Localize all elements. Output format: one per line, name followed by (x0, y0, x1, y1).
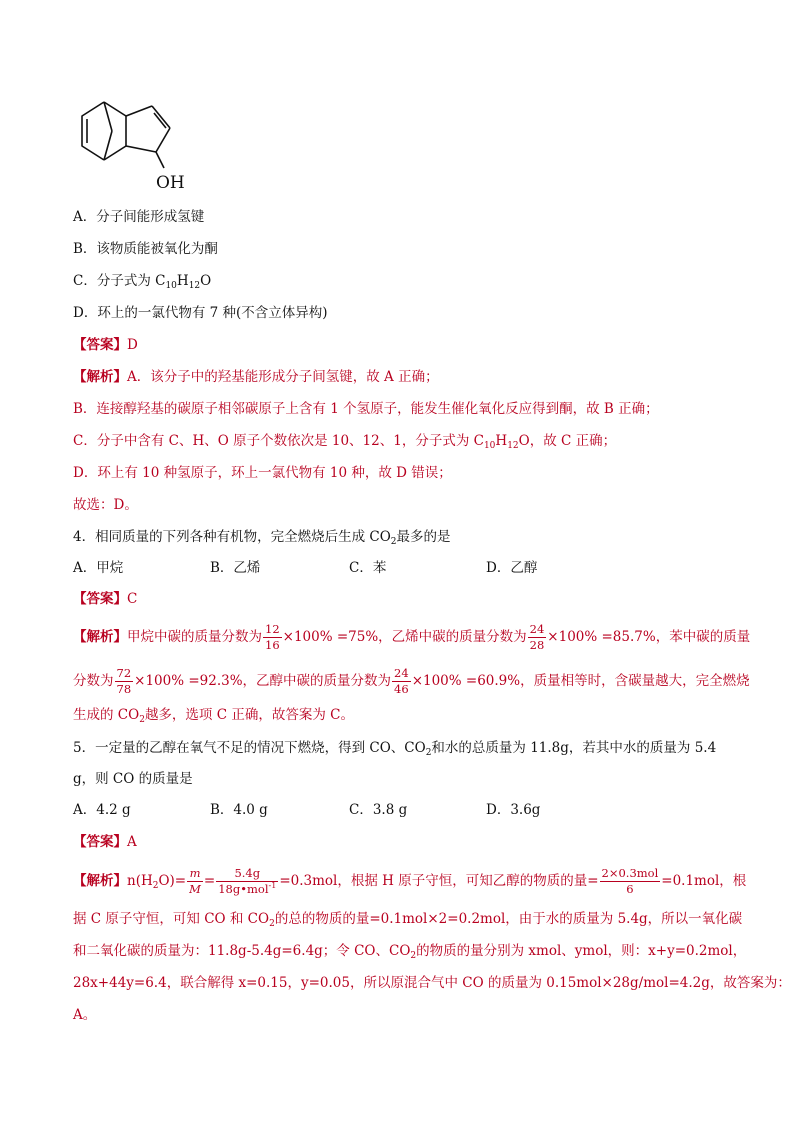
q5-analysis-line-2: 据 C 原子守恒，可知 CO 和 $CO_2$的总的物质的量=0.1mol×2=0.2mol，由于水的质量为 5.4g，所以一氧化碳 (73, 911, 743, 929)
q5-answer: 【答案】A (73, 834, 137, 850)
q5-analysis-line-5: A。 (73, 1007, 97, 1023)
q3-option-b: B．该物质能被氧化为酮 (73, 241, 218, 257)
q3-answer: 【答案】D (73, 337, 138, 353)
q5-option-d: D．3.6g (486, 802, 541, 818)
q4-option-d: D．乙醇 (486, 560, 538, 576)
q5-analysis-line-1: 【解析】$n(H_2O)=$ $\frac{m}{M}$ = $\frac{5.4g}{18g•mol^{-1}}$ =0.3mol，根据 H 原子守恒，可知乙醇的物质的量= $\frac{\text{2×0.3mol}}{6}$ =0.1mol，根 (73, 866, 747, 896)
q3-analysis-b: B．连接醇羟基的碳原子相邻碳原子上含有 1 个氢原子，能发生催化氧化反应得到酮，故 B 正确； (73, 401, 659, 417)
q4-stem: 4．相同质量的下列各种有机物，完全燃烧后生成 $CO_2$最多的是 (73, 529, 451, 547)
q3-option-d: D．环上的一氯代物有 7 种(不含立体异构) (73, 305, 328, 321)
q4-options (73, 559, 537, 577)
left-ring-bonds (82, 102, 104, 160)
q3-conclusion: 故选：D。 (73, 497, 138, 513)
q5-option-c: C．3.8 g (349, 802, 408, 818)
q4-option-a: A．甲烷 (73, 560, 124, 576)
q4-analysis-line-2: 分数为 $\frac{72}{78}$ ×100% =92.3%，乙醇中碳的质量分数为 $\frac{24}{46}$ ×100% =60.9%，质量相等时，含碳量越大，完全燃烧 (73, 666, 750, 696)
q5-option-a: A．4.2 g (73, 802, 131, 818)
q3-analysis-d: D．环上有 10 种氢原子，环上一氯代物有 10 种，故 D 错误； (73, 465, 452, 481)
q3-analysis-c: C．分子中含有 C、H、O 原子个数依次是 10、12、1，分子式为 $C_{10}H_{12}O$，故 C 正确； (73, 433, 617, 451)
q5-stem-line-1: 5．一定量的乙醇在氧气不足的情况下燃烧，得到 CO、$CO_2$和水的总质量为 11.8g，若其中水的质量为 5.4 (73, 740, 717, 758)
hydroxyl-label: OH (156, 173, 185, 193)
molecule-structure-diagram (74, 94, 199, 194)
q5-analysis-line-3: 和二氧化碳的质量为：11.8g-5.4g=6.4g；令 CO、$CO_2$的物质的量分别为 xmol、ymol，则：x+y=0.2mol， (73, 943, 747, 961)
q3-option-a: A．分子间能形成氢键 (73, 209, 205, 225)
q4-analysis-line-1: 【解析】甲烷中碳的质量分数为 $\frac{12}{16}$ ×100% =75%，乙烯中碳的质量分数为 $\frac{24}{28}$ ×100% =85.7%，苯中碳的质量 (73, 622, 751, 652)
q5-analysis-line-4: 28x+44y=6.4，联合解得 x=0.15，y=0.05，所以原混合气中 CO 的质量为 0.15mol×28g/mol=4.2g，故答案为： (73, 975, 791, 991)
q5-options (73, 801, 540, 819)
q5-option-b: B．4.0 g (210, 802, 268, 818)
q3-option-c: C．分子式为 $C_{10}H_{12}O$ (73, 273, 212, 291)
q4-option-b: B．乙烯 (210, 560, 261, 576)
q3-analysis-a: 【解析】A．该分子中的羟基能形成分子间氢键，故 A 正确； (73, 369, 439, 385)
q4-option-c: C．苯 (349, 560, 387, 576)
q4-answer: 【答案】C (73, 591, 138, 607)
q5-stem-line-2: g，则 CO 的质量是 (73, 771, 193, 787)
q4-analysis-line-3: 生成的 $CO_2$越多，选项 C 正确，故答案为 C。 (73, 707, 354, 725)
